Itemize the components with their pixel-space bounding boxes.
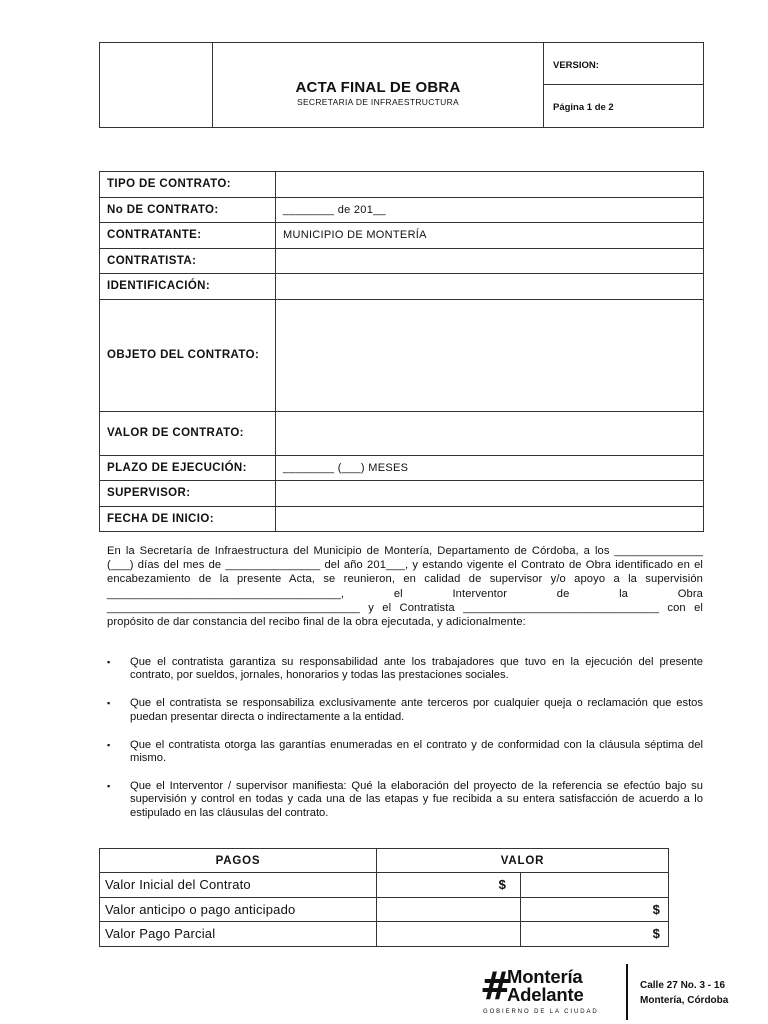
footer-divider — [626, 964, 628, 1020]
header-title-cell — [213, 43, 544, 127]
header-logo-cell — [100, 43, 213, 127]
table-row — [100, 873, 669, 898]
row-value — [276, 248, 704, 274]
logo-line-1: Montería — [507, 966, 583, 987]
page-number-cell — [544, 85, 703, 127]
clauses-list — [107, 656, 703, 835]
contract-info-table — [99, 171, 704, 532]
table-row — [100, 197, 704, 223]
payment-value: $ — [521, 922, 669, 947]
bullet-marker: ▪ — [107, 698, 111, 709]
row-value: ________ de 201__ — [276, 197, 704, 223]
monteria-adelante-logo — [480, 966, 610, 1018]
list-item-text: Que el Interventor / supervisor manifiesta: Qué la elaboración del proyecto de la referencia se efectúo bajo su supervisión y control en todas y cada una de las etapas y fue recibida a su entera satisfacción de acuerdo a lo estipulado en las cláusulas del contrato. — [130, 779, 703, 819]
list-item — [107, 780, 703, 820]
address-line-1: Calle 27 No. 3 - 16 — [640, 980, 726, 991]
row-value — [276, 299, 704, 411]
row-value — [276, 172, 704, 198]
list-item — [107, 656, 703, 683]
row-label: CONTRATANTE: — [100, 223, 276, 249]
row-label: No DE CONTRATO: — [100, 197, 276, 223]
table-row — [100, 274, 704, 300]
list-item — [107, 697, 703, 724]
list-item — [107, 739, 703, 766]
logo-line-2: Adelante — [507, 984, 584, 1005]
document-subtitle: SECRETARIA DE INFRAESTRUCTURA — [296, 97, 460, 107]
payment-label: Valor Pago Parcial — [100, 922, 377, 947]
table-header-row — [100, 849, 669, 873]
row-label: TIPO DE CONTRATO: — [100, 172, 276, 198]
version-cell — [544, 43, 703, 85]
intro-paragraph: En la Secretaría de Infraestructura del Municipio de Montería, Departamento de Córdoba, a los ______________ (___) días del mes de _______________ del año 201___, y estando vigente el Contrato de Obra identificado en el encabezamiento de la presente Acta, se reunieron, en calidad de supervisor y/o apoyo a la supervisión _____________________________________, el Interventor de la Obra ________________________________________ y el Contratista _______________________________ con el propósito de dar constancia del recibo final de la obra ejecutada, y adicionalmente: — [107, 545, 703, 629]
table-row — [100, 223, 704, 249]
payment-value — [377, 922, 521, 947]
payments-table — [99, 848, 669, 947]
table-row — [100, 922, 669, 947]
payment-value: $ — [377, 873, 521, 898]
bullet-marker: ▪ — [107, 657, 111, 667]
payment-label: Valor Inicial del Contrato — [100, 873, 377, 898]
row-label: CONTRATISTA: — [100, 248, 276, 274]
row-value — [276, 274, 704, 300]
footer-address — [640, 978, 728, 1008]
payment-value — [521, 873, 669, 898]
header-valor: VALOR — [377, 849, 669, 873]
table-row — [100, 506, 704, 532]
row-label: OBJETO DEL CONTRATO: — [100, 299, 276, 411]
row-label: SUPERVISOR: — [100, 481, 276, 507]
row-value: ________ (___) MESES — [276, 455, 704, 481]
row-value — [276, 506, 704, 532]
header-pagos: PAGOS — [100, 849, 377, 873]
payment-label: Valor anticipo o pago anticipado — [100, 897, 377, 922]
row-value — [276, 481, 704, 507]
bullet-marker: ▪ — [107, 739, 111, 750]
bullet-marker: ▪ — [107, 780, 111, 791]
row-label: PLAZO DE EJECUCIÓN: — [100, 455, 276, 481]
table-row — [100, 411, 704, 455]
version-label: VERSION: — [553, 60, 599, 71]
payment-value: $ — [521, 897, 669, 922]
row-label: IDENTIFICACIÓN: — [100, 274, 276, 300]
list-item-text: Que el contratista se responsabiliza exclusivamente ante terceros por cualquier queja o reclamación que estos puedan presentar directa o indirectamente a la entidad. — [130, 697, 703, 723]
table-row — [100, 481, 704, 507]
list-item-text: Que el contratista garantiza su responsabilidad ante los trabajadores que tuvo en la ejecución del presente contrato, por sueldos, jornales, honorarios y todas las prestaciones sociales. — [130, 656, 703, 682]
row-label: FECHA DE INICIO: — [100, 506, 276, 532]
row-label: VALOR DE CONTRATO: — [100, 411, 276, 455]
table-row — [100, 897, 669, 922]
page-number-label: Página 1 de 2 — [553, 102, 614, 113]
document-title: ACTA FINAL DE OBRA — [295, 79, 461, 96]
logo-tagline: GOBIERNO DE LA CIUDAD — [483, 1009, 599, 1015]
table-row — [100, 299, 704, 411]
table-row — [100, 455, 704, 481]
list-item-text: Que el contratista otorga las garantías enumeradas en el contrato y de conformidad con la cláusula séptima del mismo. — [130, 738, 703, 765]
payment-value — [377, 897, 521, 922]
row-value — [276, 411, 704, 455]
address-line-2: Montería, Córdoba — [640, 995, 729, 1006]
document-header — [99, 42, 704, 128]
table-row — [100, 172, 704, 198]
hashtag-icon: # — [480, 964, 512, 1008]
table-row — [100, 248, 704, 274]
row-value: MUNICIPIO DE MONTERÍA — [276, 223, 704, 249]
